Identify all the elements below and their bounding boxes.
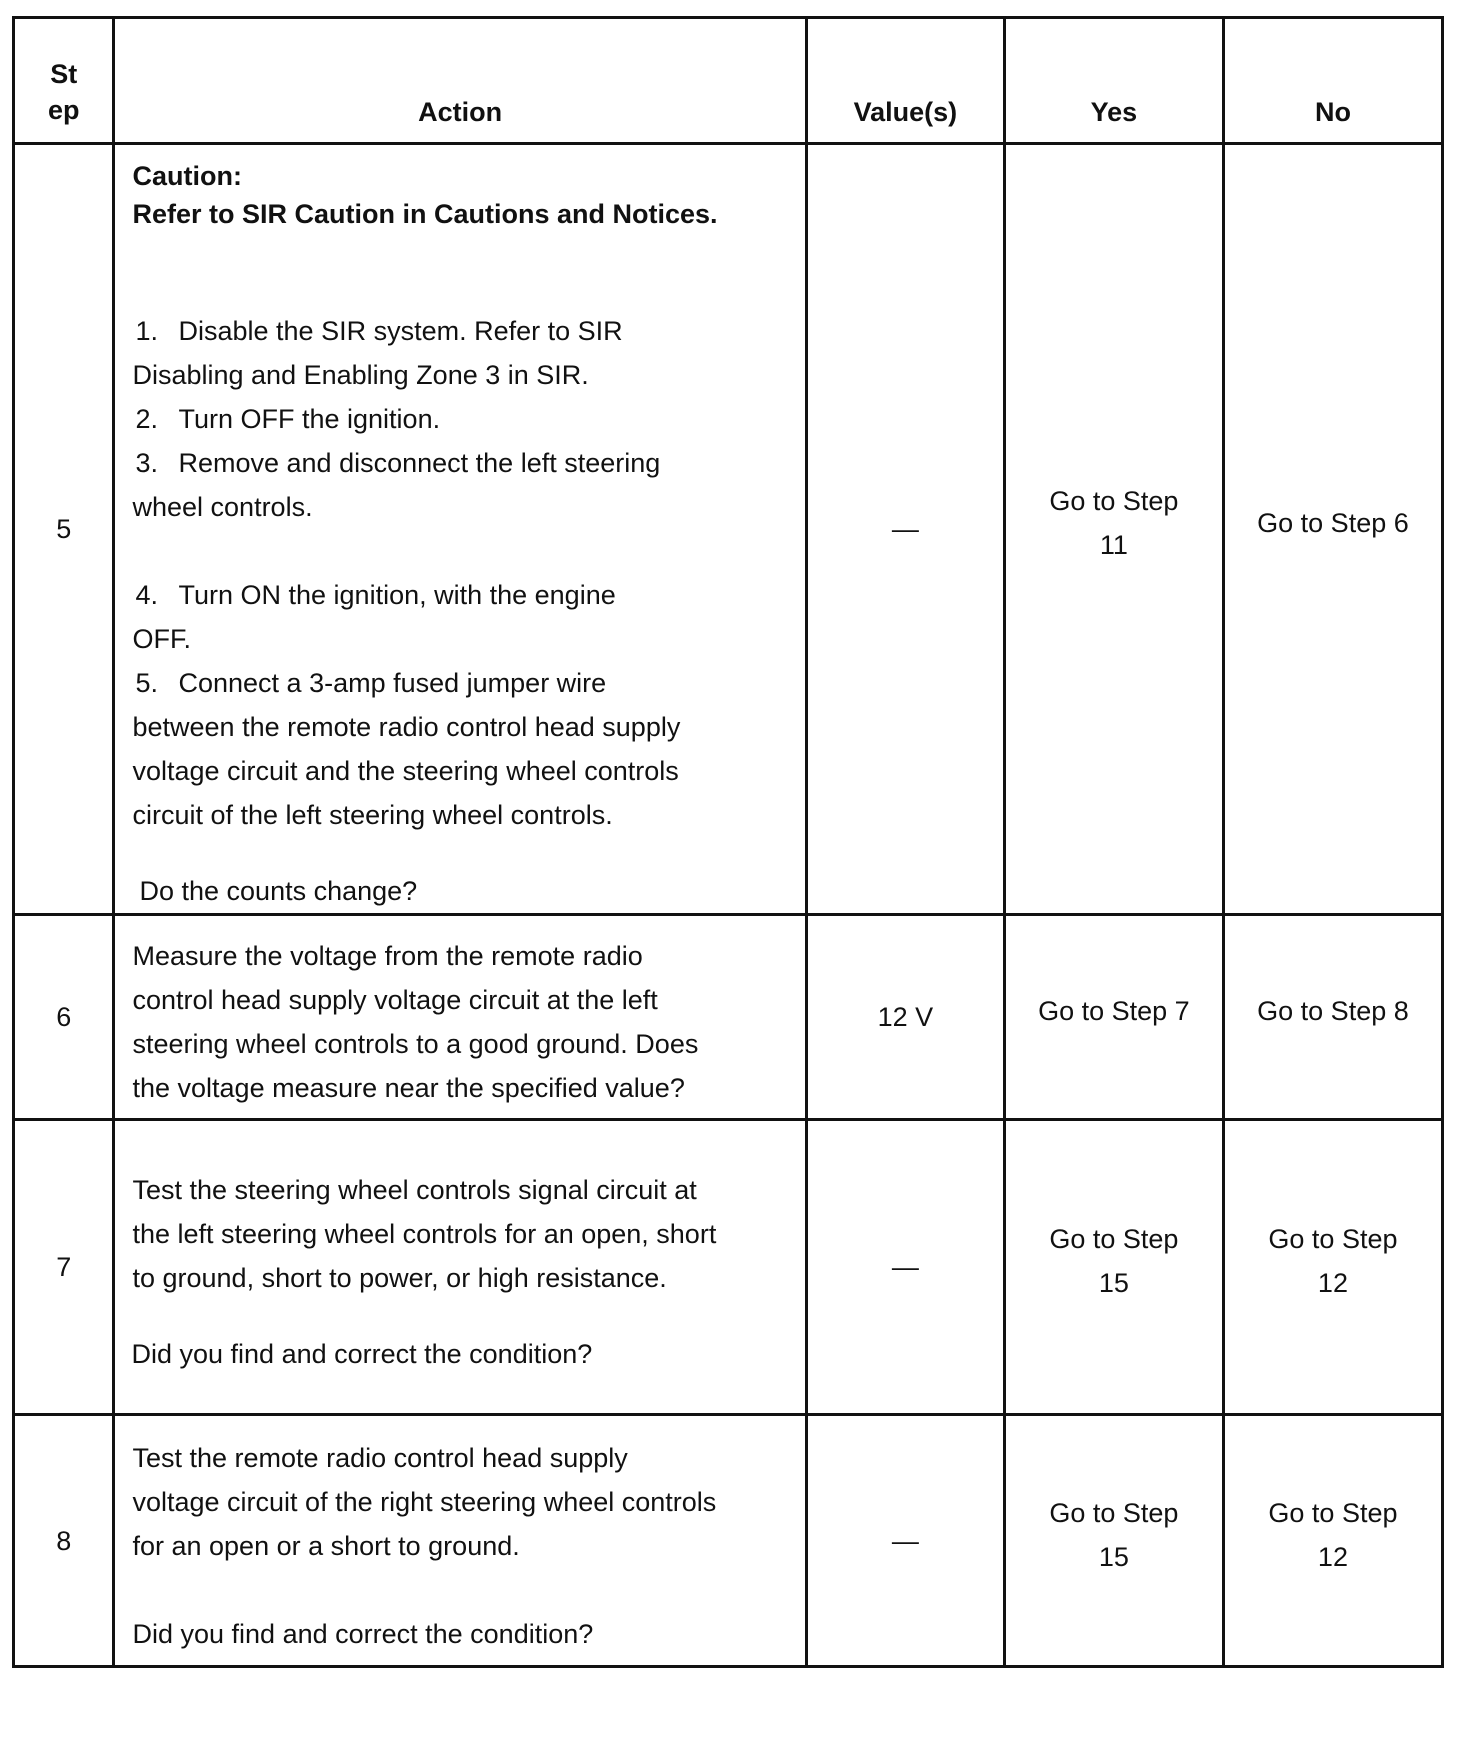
yes-cell xyxy=(1004,1120,1223,1415)
no-cell: Go to Step 6 xyxy=(1223,144,1442,915)
header-step xyxy=(14,18,114,144)
no-text: Go to Step 12 xyxy=(1268,1497,1398,1572)
list-item-continuation: Disabling and Enabling Zone 3 in SIR. xyxy=(132,360,589,390)
list-item-continuation: OFF. xyxy=(132,624,191,654)
table-row xyxy=(14,915,1443,1120)
question-text: Did you find and correct the condition? xyxy=(131,1339,593,1369)
action-line: the voltage measure near the specified value? xyxy=(132,1073,685,1103)
action-cell xyxy=(114,1120,806,1415)
question-text: Do the counts change? xyxy=(139,876,418,906)
list-item: 3. Remove and disconnect the left steering xyxy=(135,448,661,478)
header-no: No xyxy=(1223,18,1442,144)
action-line: control head supply voltage circuit at the left xyxy=(132,985,658,1015)
action-line: Measure the voltage from the remote radio xyxy=(132,941,643,971)
step-number: 5 xyxy=(14,144,114,915)
header-action: Action xyxy=(114,18,806,144)
list-item: 4. Turn ON the ignition, with the engine xyxy=(135,580,616,610)
step-number: 7 xyxy=(14,1120,114,1415)
header-step-line2: ep xyxy=(47,95,80,125)
yes-text: Go to Step 15 xyxy=(1049,1497,1179,1572)
header-yes: Yes xyxy=(1004,18,1223,144)
table-row xyxy=(14,1415,1443,1667)
caution-title: Caution: xyxy=(132,161,242,191)
header-step-line1: St xyxy=(50,59,78,89)
no-cell xyxy=(1223,1415,1442,1667)
value-cell: — xyxy=(806,1120,1004,1415)
value-cell: 12 V xyxy=(806,915,1004,1120)
no-cell: Go to Step 8 xyxy=(1223,915,1442,1120)
action-line: Test the remote radio control head supply xyxy=(132,1442,628,1473)
yes-cell: Go to Step 7 xyxy=(1004,915,1223,1120)
action-cell xyxy=(114,915,806,1120)
step-number: 8 xyxy=(14,1415,114,1667)
list-item: 5. Connect a 3-amp fused jumper wire xyxy=(135,668,607,698)
diagnostic-table xyxy=(12,16,1444,1668)
no-text: Go to Step 12 xyxy=(1268,1224,1398,1298)
question-text: Did you find and correct the condition? xyxy=(132,1618,594,1649)
yes-cell xyxy=(1004,1415,1223,1667)
no-cell xyxy=(1223,1120,1442,1415)
caution-text: Refer to SIR Caution in Cautions and Notices. xyxy=(132,199,718,229)
list-item-continuation: between the remote radio control head supply xyxy=(132,712,681,742)
value-cell: — xyxy=(806,1415,1004,1667)
header-row xyxy=(14,18,1443,144)
header-values: Value(s) xyxy=(806,18,1004,144)
list-item-continuation: wheel controls. xyxy=(132,492,313,522)
list-item: 1. Disable the SIR system. Refer to SIR xyxy=(135,316,623,346)
yes-text: Go to Step 15 xyxy=(1049,1224,1179,1298)
action-line: steering wheel controls to a good ground. Does xyxy=(132,1029,699,1059)
table-row xyxy=(14,1120,1443,1415)
table-row xyxy=(14,144,1443,915)
action-cell xyxy=(114,1415,806,1667)
action-line: voltage circuit of the right steering wheel controls xyxy=(132,1486,717,1517)
step-number: 6 xyxy=(14,915,114,1120)
list-item-continuation: circuit of the left steering wheel controls. xyxy=(132,800,613,830)
action-cell xyxy=(114,144,806,915)
list-item: 2. Turn OFF the ignition. xyxy=(135,404,441,434)
yes-cell xyxy=(1004,144,1223,915)
list-item-continuation: voltage circuit and the steering wheel controls xyxy=(132,756,679,786)
action-line: Test the steering wheel controls signal circuit at xyxy=(132,1175,697,1205)
action-line: for an open or a short to ground. xyxy=(132,1530,520,1561)
action-line: to ground, short to power, or high resistance. xyxy=(132,1263,667,1293)
action-line: the left steering wheel controls for an open, short xyxy=(132,1219,717,1249)
yes-text: Go to Step 11 xyxy=(1049,486,1179,560)
value-cell: — xyxy=(806,144,1004,915)
